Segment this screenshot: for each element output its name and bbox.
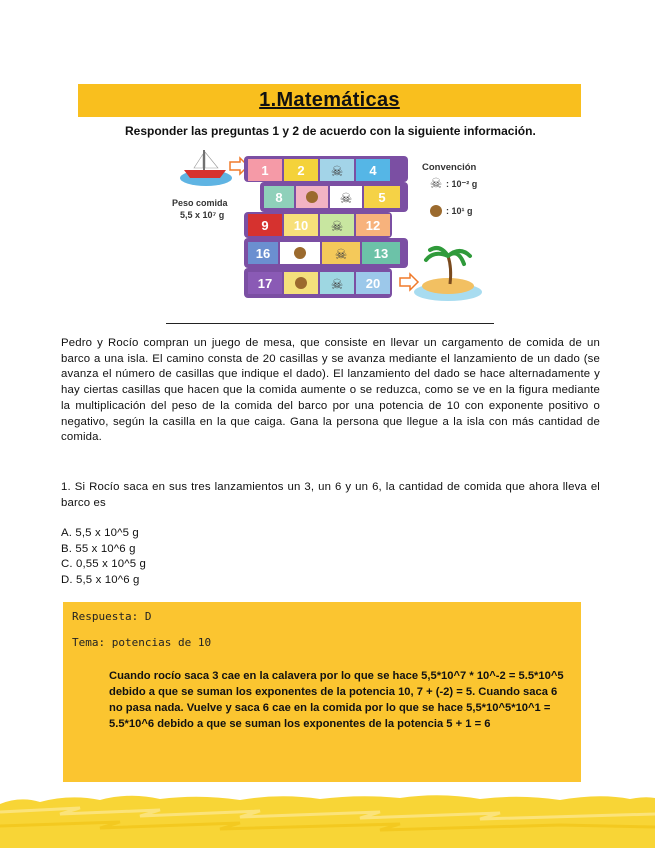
square-13-label: 13: [373, 246, 389, 261]
paint-stroke-decoration: [0, 790, 655, 848]
skull-icon: ☠: [330, 276, 344, 292]
option-b: B. 55 x 10^6 g: [61, 542, 136, 555]
board-game-figure: [168, 146, 486, 306]
food-icon: [295, 277, 307, 289]
question-1: 1. Si Rocío saca en sus tres lanzamientos un 3, un 6 y un 6, la cantidad de comida que ahora lleva el barco es: [61, 481, 600, 509]
square-2-label: 2: [297, 163, 305, 178]
answer-box: [63, 602, 581, 782]
square-1-label: 1: [261, 163, 269, 178]
square-4-label: 4: [369, 163, 377, 178]
skull-icon: ☠: [339, 190, 353, 206]
food-value: : 10¹ g: [446, 206, 473, 216]
title-text: Matemáticas: [276, 89, 400, 111]
convencion-title: Convención: [422, 162, 477, 173]
island-icon: [414, 248, 482, 301]
food-icon: [306, 191, 318, 203]
answer-label: Respuesta: D: [72, 610, 152, 623]
skull-icon: ☠: [330, 218, 344, 234]
square-16-label: 16: [255, 246, 271, 261]
end-arrow-icon: [400, 274, 418, 290]
option-a: A. 5,5 x 10^5 g: [61, 527, 139, 539]
skull-icon: ☠: [330, 163, 344, 179]
answer-explanation: Cuando rocío saca 3 cae en la calavera por lo que se hace 5,5*10^7 * 10^-2 = 5.5*10^5 debido a que se suman los exponentes de la potencia 10, 7 + (-2) = 5. Cuando saca 6 no pasa nada. Vuelve y saca 6 cae en la comida por lo que se hace 5,5*10^5*10^1 = 5.5*10^6 debido a que se suman los exponentes de la potencia 5 + 1 = 6: [109, 670, 564, 730]
peso-label: Peso comida: [172, 198, 228, 208]
answer-options: [61, 526, 146, 589]
option-c: C. 0,55 x 10^5 g: [61, 558, 146, 571]
square-20-label: 20: [365, 276, 381, 291]
square-9-label: 9: [261, 218, 269, 233]
intro-text: Responder las preguntas 1 y 2 de acuerdo con la siguiente información.: [125, 124, 536, 138]
title-bar: [78, 84, 581, 117]
square-8-label: 8: [275, 190, 283, 205]
peso-value: 5,5 x 10⁷ g: [180, 210, 225, 220]
page-title: [259, 89, 400, 112]
problem-paragraph: Pedro y Rocío compran un juego de mesa, que consiste en llevar un cargamento de comida de un barco a una isla. El camino consta de 20 casillas y se avanza mediante el lanzamiento de un dado (se avanza el número de casillas que indique el dado). El lanzamiento del dado se hace alternadamente y hay ciertas casillas que hacen que la comida aumente o se reduzca, como se ve en la figura mediante la multiplicación del peso de la comida del barco por una potencia de 10 con exponente positivo o negativo, según la casilla en la que caiga. Gana la persona que llegue a la isla con más cantidad de comida.: [61, 337, 600, 444]
food-icon: [430, 205, 442, 217]
square-10-label: 10: [293, 218, 309, 233]
square-12-label: 12: [365, 218, 381, 233]
skull-value: : 10⁻² g: [446, 179, 478, 189]
square-17-label: 17: [257, 276, 273, 291]
skull-icon: ☠: [429, 175, 443, 191]
separator-line: [166, 323, 494, 324]
food-icon: [294, 247, 306, 259]
option-d: D. 5,5 x 10^6 g: [61, 574, 140, 587]
skull-icon: ☠: [334, 246, 348, 262]
title-number: 1.: [259, 89, 277, 111]
boat-icon: [180, 150, 232, 186]
tema-label: Tema: potencias de 10: [72, 636, 212, 649]
square-5-label: 5: [378, 190, 386, 205]
